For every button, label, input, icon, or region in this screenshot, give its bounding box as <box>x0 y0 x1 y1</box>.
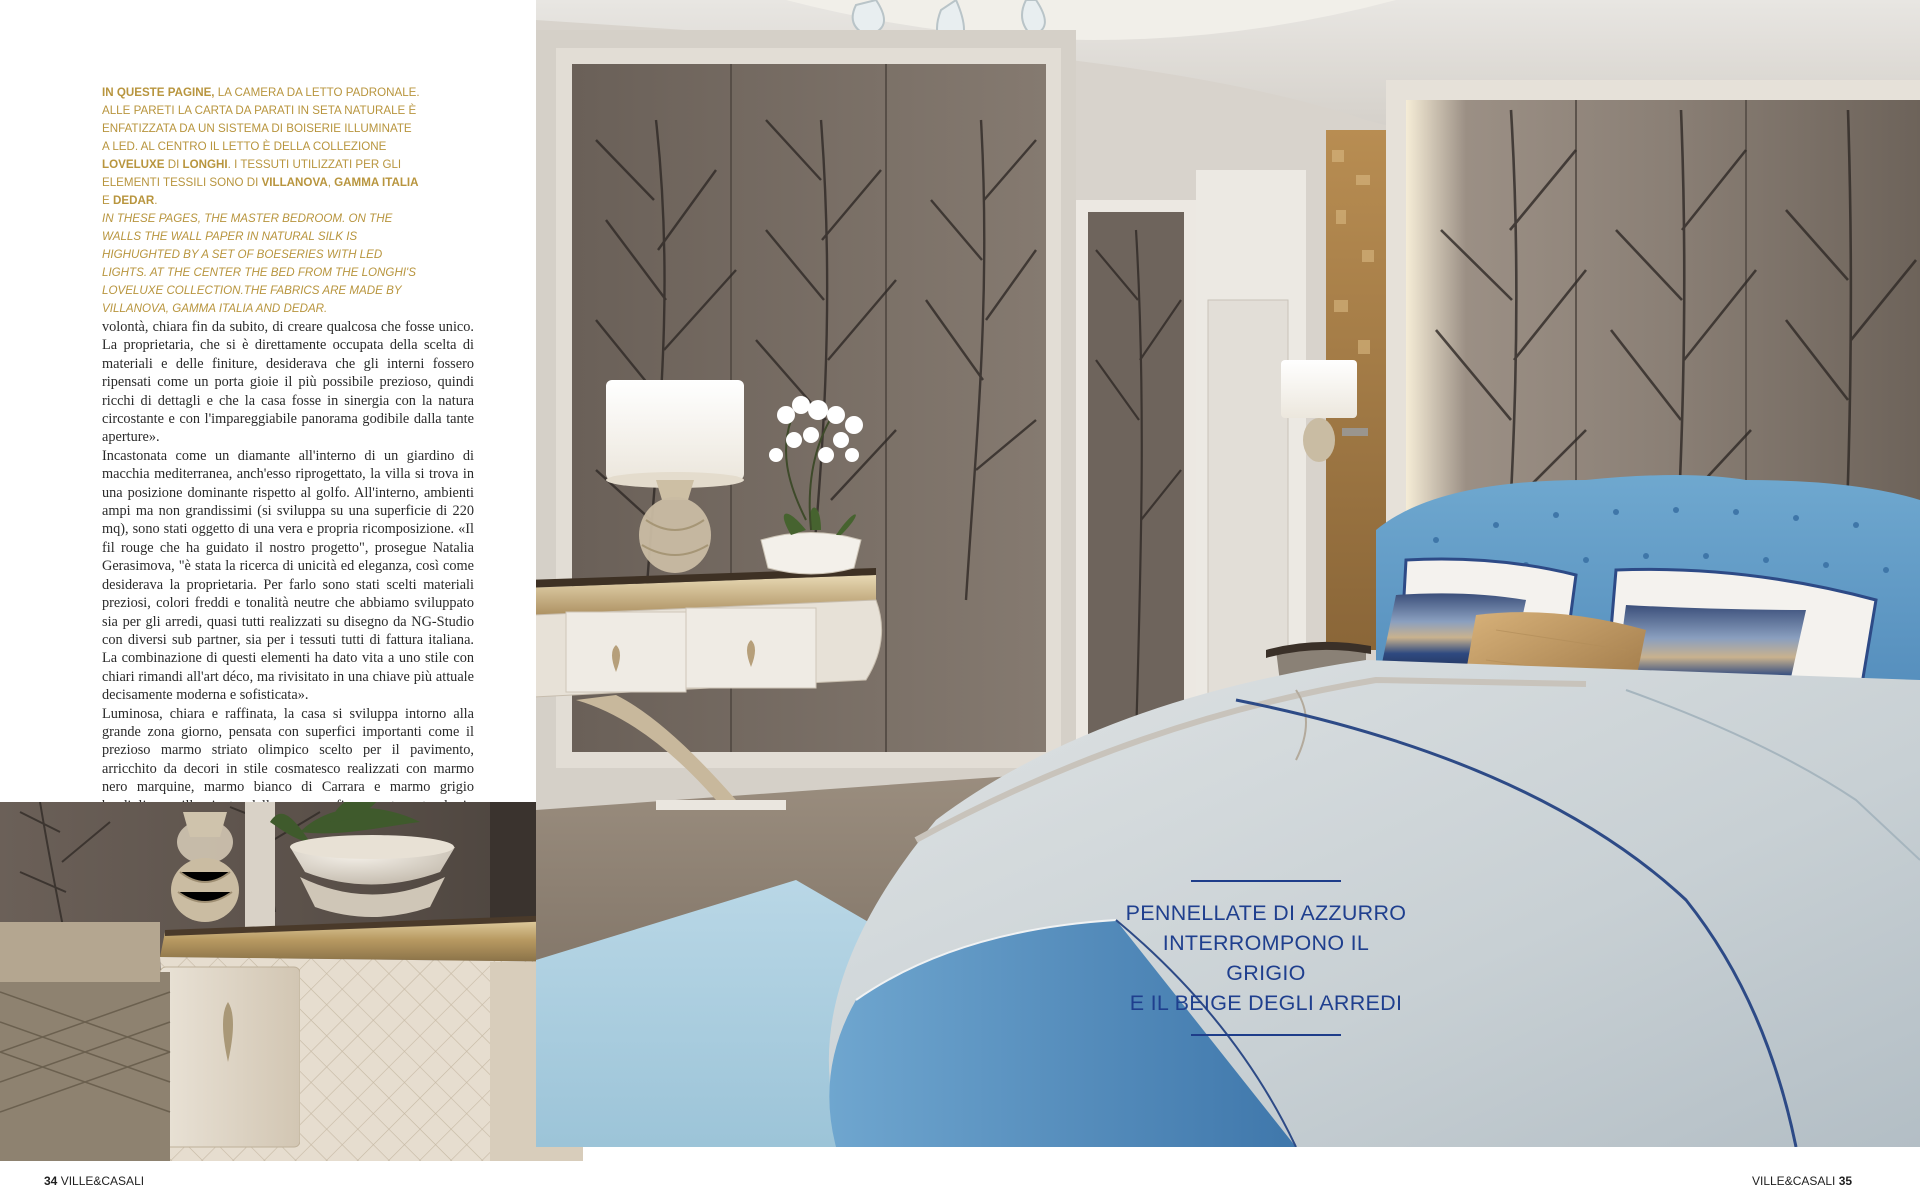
caption-brand: GAMMA ITALIA <box>334 176 419 189</box>
magazine-name: VILLE&CASALI <box>57 1174 145 1188</box>
page-number: 35 <box>1838 1174 1853 1188</box>
quote-rule-bottom <box>1191 1034 1341 1036</box>
caption-brand: VILLANOVA <box>261 176 328 189</box>
caption-text: DI <box>164 158 183 171</box>
caption-text: LA CAMERA DA LETTO PADRONALE. ALLE PARETI LA CARTA DA PARATI IN SETA NATURALE È ENFATIZZATA DA UN SISTEMA DI BOISERIE ILLUMINATE A LED. AL CENTRO IL LETTO È DELLA COLLEZIONE <box>102 86 420 153</box>
paragraph: Incastonata come un diamante all'interno di un giardino di macchia mediterranea, anch'esso riprogettato, la villa si trova in una posizione dominante rispetto al golfo. All'interno, ambienti ampi ma non grandissimi (si sviluppa su una superficie di 220 mq), sono stati oggetto di una vera e propria ricomposizione. «Il fil rouge che ha guidato il nostro progetto", prosegue Natalia Gerasimova, "è stata la ricerca di unicità ed eleganza, così come desiderava la proprietaria. Per farlo sono stati scelti materiali preziosi, colori freddi e tonalità neutre che abbiamo sviluppato sia per gli arredi, quasi tutti realizzati su disegno da NG-Studio con diversi sub partner, sia per i tessuti tutti di fattura italiana. La combinazione di questi elementi ha dato vita a uno stile con chiari rimandi all'art déco, ma rivisitato in una chiave più attuale decisamente moderna e sofisticata». <box>102 447 474 704</box>
magazine-name: VILLE&CASALI <box>1752 1174 1839 1188</box>
article-body <box>102 318 474 833</box>
caption-italian <box>102 84 420 210</box>
caption-brand: DEDAR <box>112 194 155 207</box>
page-number: 34 <box>44 1174 58 1188</box>
paragraph: Luminosa, chiara e raffinata, la casa si sviluppa intorno alla grande zona giorno, pensata con superfici importanti come il prezioso marmo striato olimpico scelto per il pavimento, arricchito da decori in stile cosmatesco realizzati con marmo nero marquine, marmo bianco di Carrara e marmo grigio <box>102 705 474 796</box>
quote-text <box>1125 882 1407 1034</box>
caption-english: IN THESE PAGES, THE MASTER BEDROOM. ON THE WALLS THE WALL PAPER IN NATURAL SILK IS HIGHUGHTED BY A SET OF BOESERIES WITH LED LIGHTS. AT THE CENTER THE BED FROM THE LONGHI'S LOVELUXE COLLECTION.THE FABRICS ARE MADE BY VILLANOVA, GAMMA ITALIA AND DEDAR. <box>102 212 416 315</box>
caption-brand: LOVELUXE <box>102 158 165 171</box>
page-footer-right <box>1752 1174 1852 1188</box>
quote-line: E IL BEIGE DEGLI ARREDI <box>1129 991 1403 1015</box>
quote-line: INTERROMPONO IL GRIGIO <box>1162 931 1370 985</box>
caption-lead: IN QUESTE PAGINE, <box>102 86 215 99</box>
caption-text: . I TESSUTI UTILIZZATI PER GLI ELEMENTI TESSILI SONO DI <box>102 158 402 189</box>
caption-text: E <box>102 194 113 207</box>
detail-photo-illustration <box>0 802 583 1161</box>
caption-text: , <box>327 176 335 189</box>
photo-caption <box>102 84 420 318</box>
page-footer-left <box>44 1174 144 1188</box>
caption-brand: LONGHI <box>182 158 228 171</box>
detail-photo-console <box>0 802 583 1161</box>
caption-text: . <box>154 194 158 207</box>
pull-quote <box>1125 880 1407 1036</box>
quote-line: PENNELLATE DI AZZURRO <box>1125 901 1407 925</box>
paragraph: volontà, chiara fin da subito, di creare qualcosa che fosse unico. La proprietaria, che si è direttamente occupata della scelta di materiali e delle finiture, desiderava che gli interni fossero ripensati come un porta gioie il più possibile prezioso, quindi ricchi di dettagli e che la casa fosse in sinergia con la natura circostante e con l'impareggiabile panorama godibile dalla tante aperture». <box>102 319 474 446</box>
